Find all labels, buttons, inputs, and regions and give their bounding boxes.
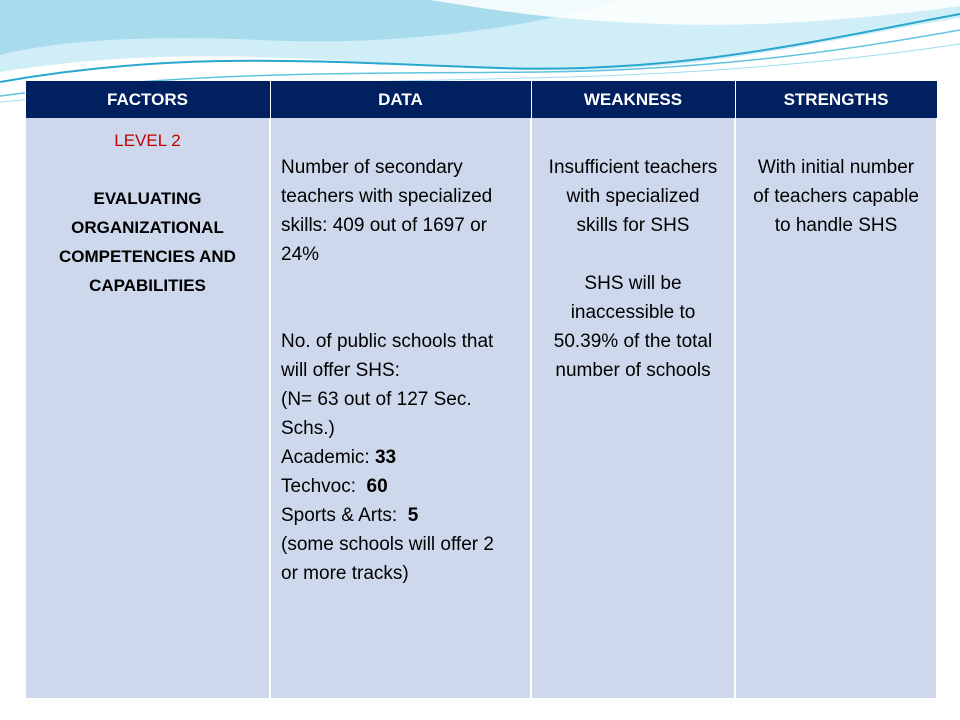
- factor-title: EVALUATING ORGANIZATIONAL COMPETENCIES AND CAPABILITIES: [59, 189, 236, 295]
- factors-table: [24, 81, 938, 698]
- header-weakness: WEAKNESS: [531, 81, 735, 118]
- data-teachers-stat: Number of secondary teachers with specialized skills: 409 out of 1697 or 24%: [281, 157, 493, 265]
- weakness-item-1: Insufficient teachers with specialized skills for SHS: [548, 157, 718, 236]
- data-schools-line: No. of public schools that will offer SHS:: [281, 331, 494, 381]
- data-cell: [270, 118, 531, 698]
- factors-table-container: [24, 81, 936, 698]
- header-factors: FACTORS: [25, 81, 270, 118]
- weakness-cell: [531, 118, 735, 698]
- strengths-cell: [735, 118, 937, 698]
- data-schools-count: (N= 63 out of 127 Sec. Schs.): [281, 389, 472, 439]
- track-sports-arts: Sports & Arts: 5: [281, 505, 419, 526]
- track-sports-arts-value: 5: [407, 505, 419, 526]
- header-data: DATA: [270, 81, 531, 118]
- header-strengths: STRENGTHS: [735, 81, 937, 118]
- factors-cell: [25, 118, 270, 698]
- strength-item-1: With initial number of teachers capable to handle SHS: [753, 157, 919, 236]
- track-academic-value: 33: [374, 447, 397, 468]
- table-row: [25, 118, 937, 698]
- data-tracks-note: (some schools will offer 2 or more tracks): [281, 534, 494, 584]
- track-academic: Academic: 33: [281, 447, 397, 468]
- table-header-row: [25, 81, 937, 118]
- level-label: LEVEL 2: [114, 131, 181, 150]
- weakness-item-2: SHS will be inaccessible to 50.39% of the total number of schools: [553, 273, 713, 381]
- track-techvoc: Techvoc: 60: [281, 476, 388, 497]
- track-techvoc-value: 60: [366, 476, 388, 497]
